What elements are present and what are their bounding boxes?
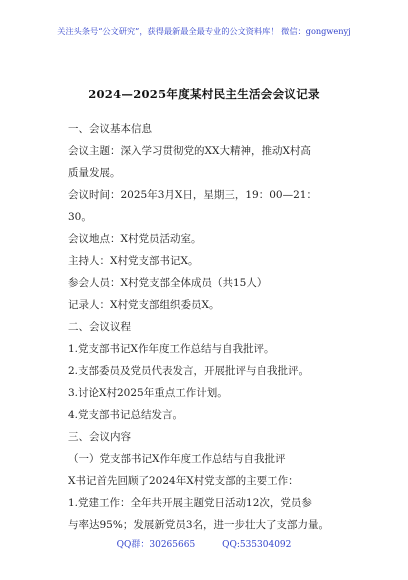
footer-qq-group: QQ群：30265665 [116,540,196,550]
section-heading: 一、会议基本信息 [68,123,152,135]
meeting-location: 会议地点：X村党员活动室。 [68,233,202,245]
section-heading: 二、会议议程 [68,321,131,333]
header-banner: 关注头条号“公文研究”，获得最新最全最专业的公文资料库！ 微信：gongwenyj [57,26,351,36]
meeting-recorder: 记录人：X村党支部组织委员X。 [68,299,220,311]
meeting-attendees: 参会人员：X村党支部全体成员（共15人） [68,277,268,289]
subsection-heading: （一）党支部书记X作年度工作总结与自我批评 [68,453,286,465]
agenda-item: 1.党支部书记X作年度工作总结与自我批评。 [68,343,275,355]
agenda-item: 3.讨论X村2025年重点工作计划。 [68,387,228,399]
paragraph-line: X书记首先回顾了2024年X村党支部的主要工作： [68,475,299,487]
footer [0,537,408,550]
paragraph-line: 与率达95%；发展新党员3名，进一步壮大了支部力量。 [68,519,330,531]
meeting-host: 主持人：X村党支部书记X。 [68,255,199,267]
section-heading: 三、会议内容 [68,431,131,443]
meeting-time-cont: 30。 [68,211,92,223]
meeting-topic-cont: 质量发展。 [68,167,121,179]
agenda-item: 4.党支部书记总结发言。 [68,409,184,421]
agenda-item: 2.支部委员及党员代表发言，开展批评与自我批评。 [68,365,310,377]
paragraph-line: 1.党建工作：全年共开展主题党日活动12次，党员参 [68,497,312,509]
meeting-topic: 会议主题：深入学习贯彻党的XX大精神，推动X村高 [68,145,311,157]
footer-qq-number: QQ:535304092 [222,540,292,550]
meeting-time: 会议时间：2025年3月X日，星期三，19：00—21： [68,189,317,201]
document-title: 2024—2025年度某村民主生活会会议记录 [88,87,320,101]
